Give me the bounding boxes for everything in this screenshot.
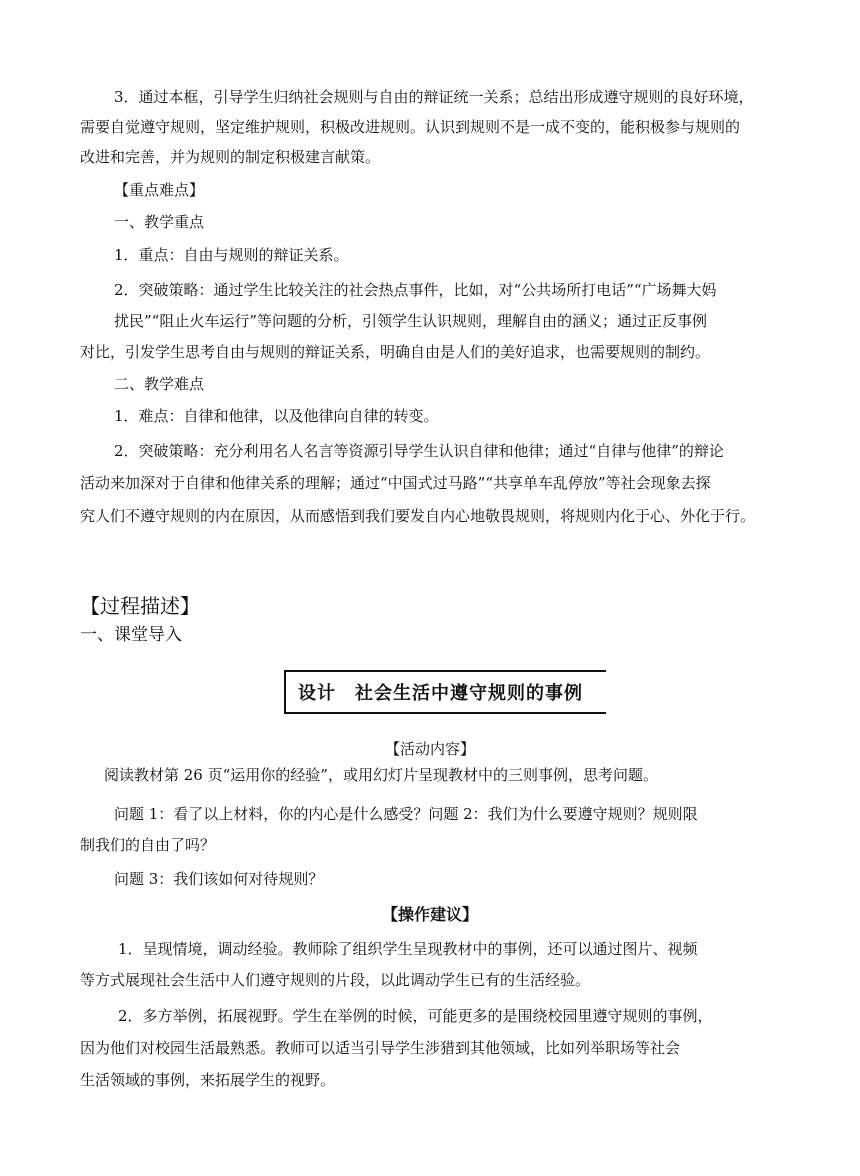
suggestion-heading: 【操作建议】 [381,905,478,924]
activity-heading: 【活动内容】 [384,740,475,758]
question-3: 问题 3：我们该如何对待规则？ [114,870,324,888]
suggestion-2-line-2: 因为他们对校园生活最熟悉。教师可以适当引导学生涉猎到其他领域，比如列举职场等社会 [80,1039,681,1057]
process-heading: 【过程描述】 [80,594,200,618]
difficulty-item-2-line-2: 活动来加深对于自律和他律关系的理解；通过“中国式过马路”“共享单车乱停放”等社会现象去探 [80,474,711,492]
focus-item-2-line-3: 对比，引发学生思考自由与规则的辩证关系，明确自由是人们的美好追求，也需要规则的制约。 [80,343,711,361]
suggestion-1-line-1: 1．呈现情境，调动经验。教师除了组织学生呈现教材中的事例，还可以通过图片、视频 [118,940,698,958]
section-1-title: 一、课堂导入 [80,625,182,645]
suggestion-1-line-2: 等方式展现社会生活中人们遵守规则的片段，以此调动学生已有的生活经验。 [80,971,591,989]
question-line-2: 制我们的自由了吗？ [80,836,216,854]
activity-text: 阅读教材第 26 页“运用你的经验”，或用幻灯片呈现教材中的三则事例，思考问题。 [104,766,658,784]
difficulty-item-2-line-3: 究人们不遵守规则的内在原因，从而感悟到我们要发自内心地敬畏规则，将规则内化于心、外化于行。 [80,507,756,525]
objective-3-line-2: 需要自觉遵守规则，坚定维护规则，积极改进规则。认识到规则不是一成不变的，能积极参与规则的 [80,118,741,136]
banner-bottom-rule [284,712,606,714]
suggestion-2-line-1: 2．多方举例，拓展视野。学生在举例的时候，可能更多的是围绕校园里遵守规则的事例， [118,1007,713,1025]
design-banner [284,670,606,714]
objective-3-line-3: 改进和完善，并为规则的制定积极建言献策。 [80,148,381,166]
focus-item-2-line-2: 扰民”“阻止火车运行”等问题的分析，引领学生认识规则，理解自由的涵义；通过正反事例 [114,312,708,330]
suggestion-2-line-3: 生活领域的事例，来拓展学生的视野。 [80,1071,336,1089]
banner-title: 设计 社会生活中遵守规则的事例 [298,683,583,704]
difficulty-item-1: 1．难点：自律和他律，以及他律向自律的转变。 [114,407,439,425]
difficulty-title: 二、教学难点 [114,375,205,393]
key-points-heading: 【重点难点】 [114,181,205,199]
question-line-1: 问题 1：看了以上材料，你的内心是什么感受？问题 2：我们为什么要遵守规则？规则限 [114,805,698,823]
banner-left-rule [284,670,286,714]
focus-item-1: 1．重点：自由与规则的辩证关系。 [114,246,349,264]
banner-top-rule [284,670,606,672]
focus-title: 一、教学重点 [114,213,205,231]
difficulty-item-2-line-1: 2．突破策略：充分利用名人名言等资源引导学生认识自律和他律；通过“自律与他律”的辩论 [114,442,724,460]
focus-item-2-line-1: 2．突破策略：通过学生比较关注的社会热点事件，比如，对“公共场所打电话”“广场舞大妈 [114,281,717,299]
objective-3-line-1: 3．通过本框，引导学生归纳社会规则与自由的辩证统一关系；总结出形成遵守规则的良好环境， [114,88,754,106]
